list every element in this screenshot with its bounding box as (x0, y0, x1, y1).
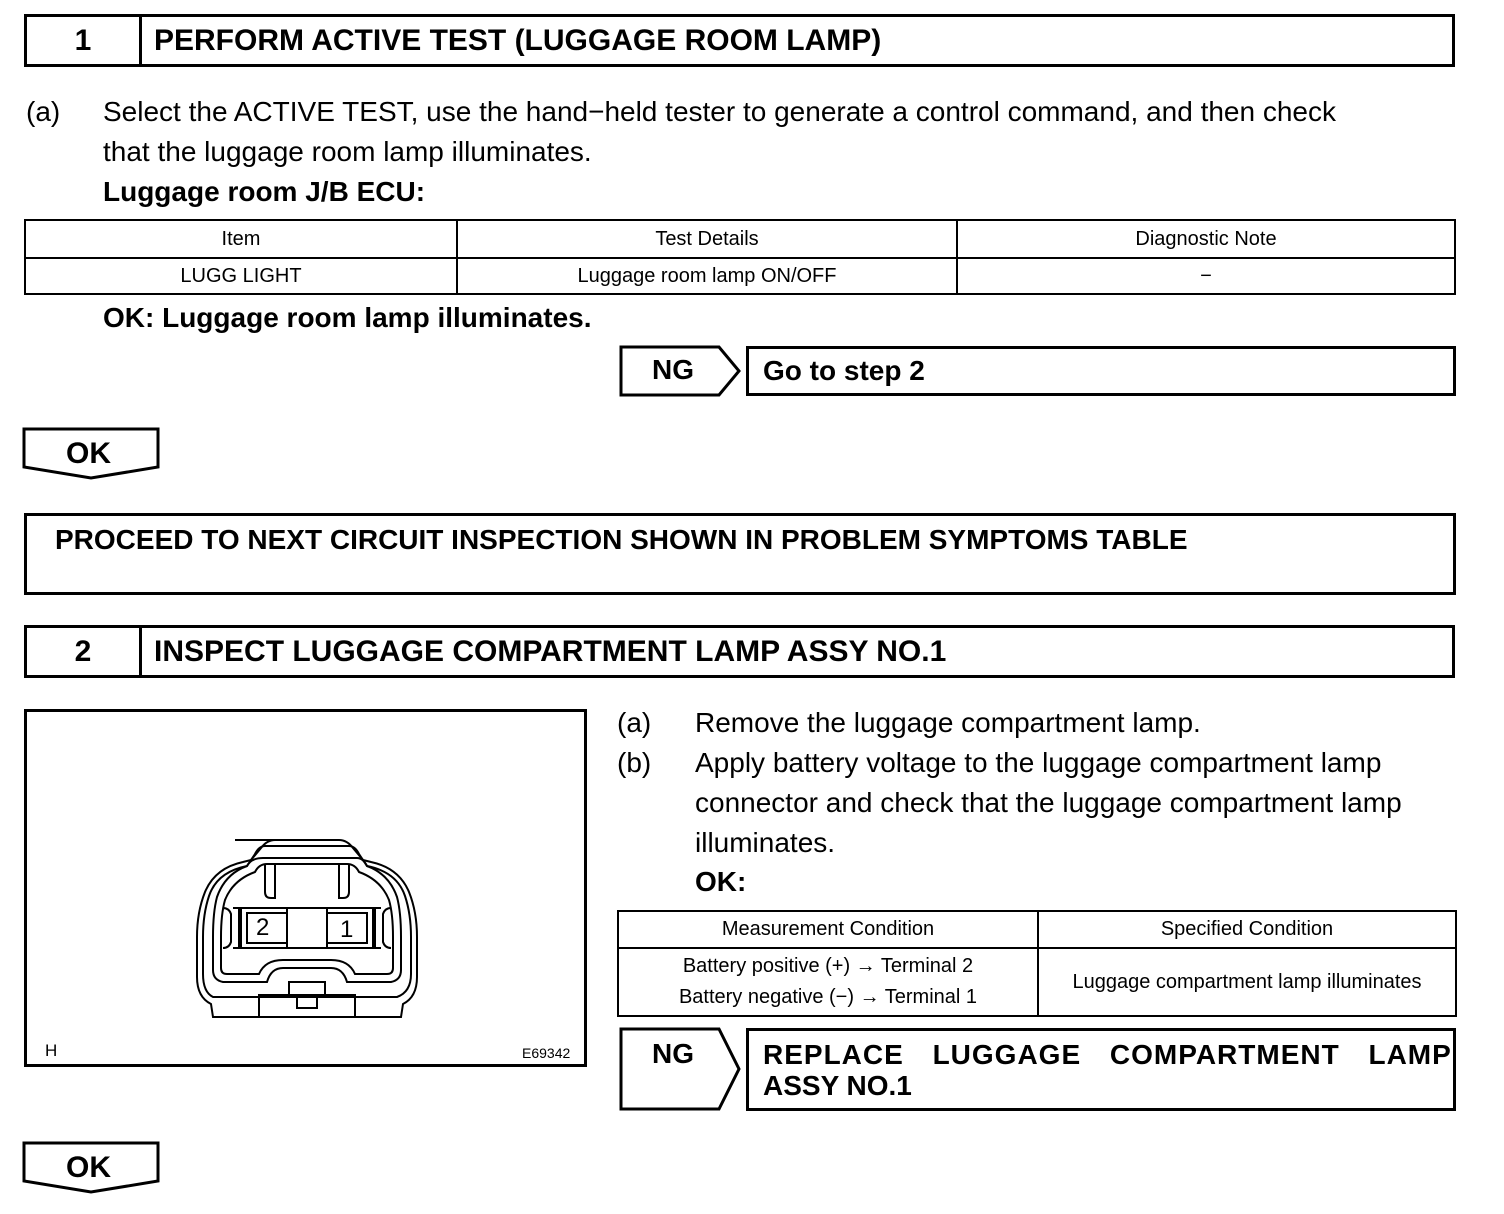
connector-figure (24, 709, 587, 1067)
step2-title: INSPECT LUGGAGE COMPARTMENT LAMP ASSY NO.1 (154, 634, 947, 668)
step2-table (617, 910, 1457, 1017)
table-cell: LUGG LIGHT (25, 258, 457, 294)
proceed-text: PROCEED TO NEXT CIRCUIT INSPECTION SHOWN IN PROBLEM SYMPTOMS TABLE (55, 524, 1188, 555)
table-cell: − (957, 258, 1455, 294)
table-header: Measurement Condition (618, 911, 1038, 948)
step1-ng-label: NG (652, 354, 694, 385)
step2-b-marker: (b) (617, 747, 652, 778)
step2-header (24, 625, 1455, 678)
step1-a-line2: that the luggage room lamp illuminates. (103, 136, 592, 167)
step1-table (24, 219, 1456, 295)
step2-a-marker: (a) (617, 707, 652, 738)
table-header: Specified Condition (1038, 911, 1456, 948)
step1-header (24, 14, 1455, 67)
table-header: Diagnostic Note (957, 220, 1455, 258)
step2-number: 2 (27, 628, 142, 675)
terminal-2-label: 2 (256, 914, 270, 941)
step2-b-line2: connector and check that the luggage compartment lamp (695, 787, 1402, 818)
condition-line1: Battery positive (+) → Terminal 2 (682, 955, 974, 977)
condition-line2: Battery negative (−) → Terminal 1 (678, 986, 978, 1008)
table-header: Item (25, 220, 457, 258)
step1-ok-label: OK (66, 437, 111, 470)
step2-b-line3: illuminates. (695, 827, 836, 858)
step1-subheading: Luggage room J/B ECU: (103, 176, 426, 207)
table-header: Test Details (457, 220, 957, 258)
connector-drawing (27, 712, 584, 1064)
table-cell: Luggage room lamp ON/OFF (457, 258, 957, 294)
step2-ng-result-line2: ASSY NO.1 (763, 1070, 912, 1101)
step2-ng-result (746, 1028, 1456, 1111)
step1-a-marker: (a) (26, 96, 61, 127)
step2-ok-label: OK (66, 1151, 111, 1184)
table-cell: Luggage compartment lamp illuminates (1038, 948, 1456, 1016)
terminal-1-label: 1 (340, 916, 354, 943)
step2-a-text: Remove the luggage compartment lamp. (695, 707, 1201, 738)
step1-a-line1: Select the ACTIVE TEST, use the hand−held tester to generate a control command, and then check (103, 96, 1336, 127)
step2-ok-heading: OK: (695, 866, 747, 897)
proceed-box (24, 513, 1456, 595)
figure-code: E69342 (522, 1045, 571, 1061)
step2-ng-label: NG (652, 1038, 694, 1069)
step1-title: PERFORM ACTIVE TEST (LUGGAGE ROOM LAMP) (154, 23, 882, 57)
step1-ng-result-text: Go to step 2 (763, 355, 925, 386)
figure-corner-label: H (45, 1041, 58, 1060)
step1-ng-result (746, 346, 1456, 396)
step2-ng-result-line1: REPLACE LUGGAGE COMPARTMENT LAMP (763, 1039, 1452, 1070)
step1-number: 1 (27, 17, 142, 64)
step1-ok-text: OK: Luggage room lamp illuminates. (103, 302, 592, 333)
step2-b-line1: Apply battery voltage to the luggage compartment lamp (695, 747, 1382, 778)
table-cell (618, 948, 1038, 1016)
